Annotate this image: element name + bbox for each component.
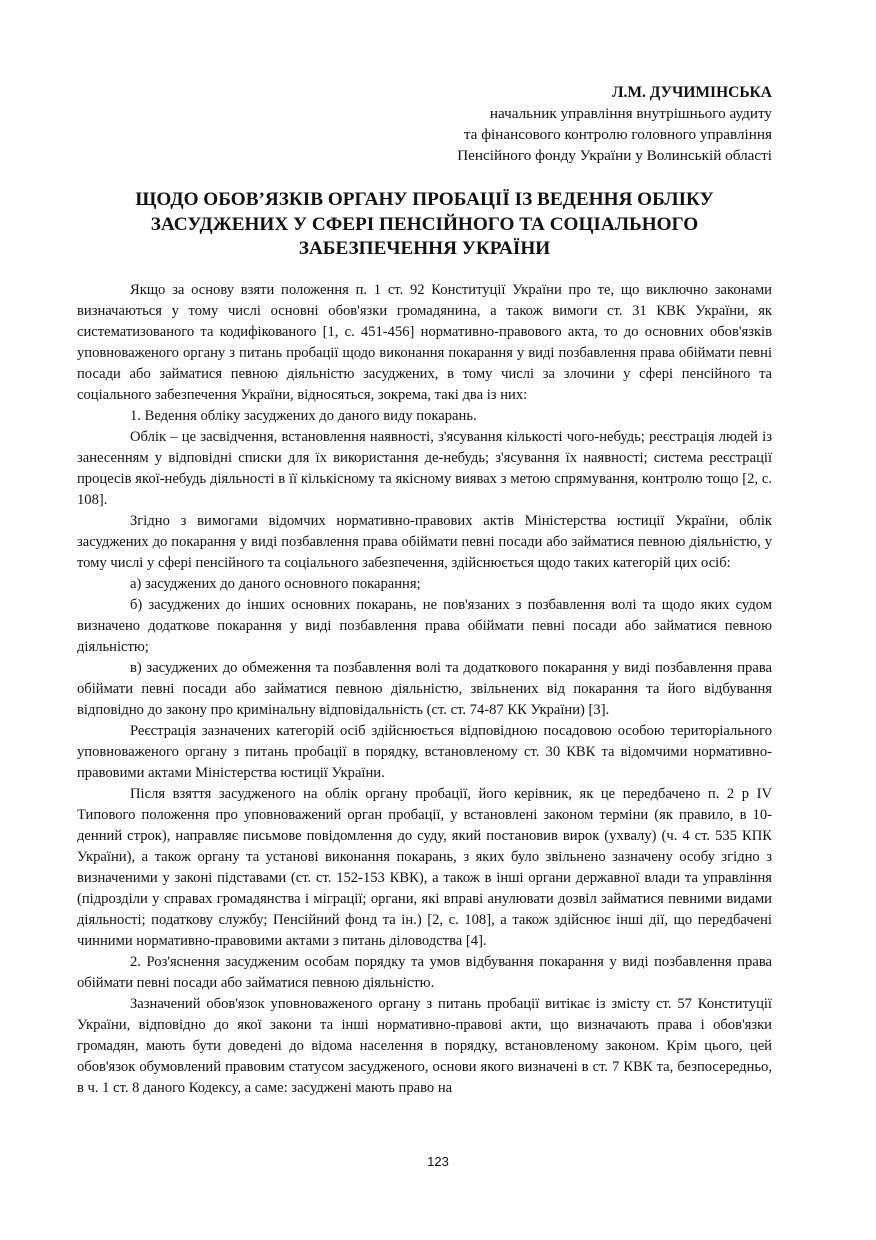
body-paragraph: а) засуджених до даного основного покарання;: [130, 575, 421, 592]
title-line: ЩОДО ОБОВ’ЯЗКІВ ОРГАНУ ПРОБАЦІЇ ІЗ ВЕДЕННЯ ОБЛІКУ: [135, 189, 714, 210]
title-line: ЗАСУДЖЕНИХ У СФЕРІ ПЕНСІЙНОГО ТА СОЦІАЛЬНОГО: [150, 213, 699, 235]
author-block: [77, 82, 772, 166]
author-position-line: та фінансового контролю головного управління: [463, 126, 772, 143]
page-number: 123: [427, 1154, 449, 1169]
body-paragraph: Зазначений обов'язок уповноваженого органу з питань пробації витікає із змісту ст. 57 Конституції України, відповідно до якої закони та інші нормативно-правові акти, що визначають права і обов'язки громадян, мають бути доведені до відома населення в порядку, встановленому законом. Крім цього, цей обов'язок обумовлений правовим статусом засудженого, основи якого визначені в ст. 7 КВК та, безпосередньо, в ч. 1 ст. 8 даного Кодексу, а саме: засуджені мають право на: [77, 995, 772, 1096]
body-paragraph: б) засуджених до інших основних покарань, не пов'язаних з позбавлення волі та щодо яких судом визначено додаткове покарання у виді позбавлення права обіймати певні посади або займатися певною діяльністю;: [77, 596, 772, 655]
body-paragraph: 1. Ведення обліку засуджених до даного виду покарань.: [130, 407, 477, 424]
title-line: ЗАБЕЗПЕЧЕННЯ УКРАЇНИ: [298, 238, 551, 259]
body-paragraph: Після взяття засудженого на облік органу пробації, його керівник, як це передбачено п. 2 р IV Типового положення про уповноважений орган пробації, у встановлені законом терміни (як правило, в 10-денний строк), направляє письмове повідомлення до суду, який постановив вирок (ухвалу) (ч. 4 ст. 535 КПК України), а також органу та установі виконання покарань, з яких було звільнено зазначену особу згідно з визначеними у законі підставами (ст. ст. 152-153 КВК), а також в інші органи державної влади та управління (підрозділи у справах громадянства і міграції; органи, які вправі анулювати дозвіл займатися певними видами діяльності; податкову службу; Пенсійний фонд та ін.) [2, с. 108], а також здійснює інші дії, що передбачені чинними нормативно-правовими актами з питань діловодства [4].: [77, 785, 772, 949]
body-paragraph: Облік – це засвідчення, встановлення наявності, з'ясування кількості чого-небудь; реєстрація людей із занесенням у відповідні списки для їх використання де-небудь; з'ясування їх наявності; система реєстрації процесів якої-небудь діяльності в її кількісному та якісному виявах з метою спрямування, контролю тощо [2, с. 108].: [77, 428, 772, 508]
body-paragraph: Реєстрація зазначених категорій осіб здійснюється відповідною посадовою особою територіального уповноваженого органу з питань пробації в порядку, встановленому ст. 30 КВК та відомчими нормативно-правовими актами Міністерства юстиції України.: [77, 722, 772, 781]
author-position-line: начальник управління внутрішнього аудиту: [489, 105, 772, 122]
article-body: [77, 280, 772, 1099]
body-paragraph: 2. Роз'яснення засудженим особам порядку та умов відбування покарання у виді позбавлення права обіймати певні посади або займатися певною діяльністю.: [77, 953, 772, 991]
body-paragraph: в) засуджених до обмеження та позбавлення волі та додаткового покарання у виді позбавлення права обіймати певні посади або займатися певною діяльністю, звільнених від покарання та його відбування відповідно до закону про кримінальну відповідальність (ст. ст. 74-87 КК України) [3].: [77, 659, 772, 718]
author-position-line: Пенсійного фонду України у Волинській області: [457, 147, 772, 164]
page-content: [77, 82, 772, 1099]
body-paragraph: Згідно з вимогами відомчих нормативно-правових актів Міністерства юстиції України, облік засуджених до покарання у виді позбавлення права обіймати певні посади або займатися певною діяльністю, у тому числі у сфері пенсійного та соціального забезпечення, здійснюється щодо таких категорій цих осіб:: [77, 512, 772, 571]
author-name: Л.М. ДУЧИМІНСЬКА: [611, 84, 772, 101]
body-paragraph: Якщо за основу взяти положення п. 1 ст. 92 Конституції України про те, що виключно законами визначаються у тому числі основні обов'язки громадянина, а також вимоги ст. 31 КВК України, як систематизованого та кодифікованого [1, с. 451-456] нормативно-правового акта, то до основних обов'язків уповноваженого органу з питань пробації щодо виконання покарання у виді позбавлення права обіймати певні посади або займатися певною діяльністю засуджених, в тому числі за злочини у сфері пенсійного та соціального забезпечення України, відносяться, зокрема, такі два із них:: [77, 281, 772, 403]
article-title: [77, 188, 772, 262]
